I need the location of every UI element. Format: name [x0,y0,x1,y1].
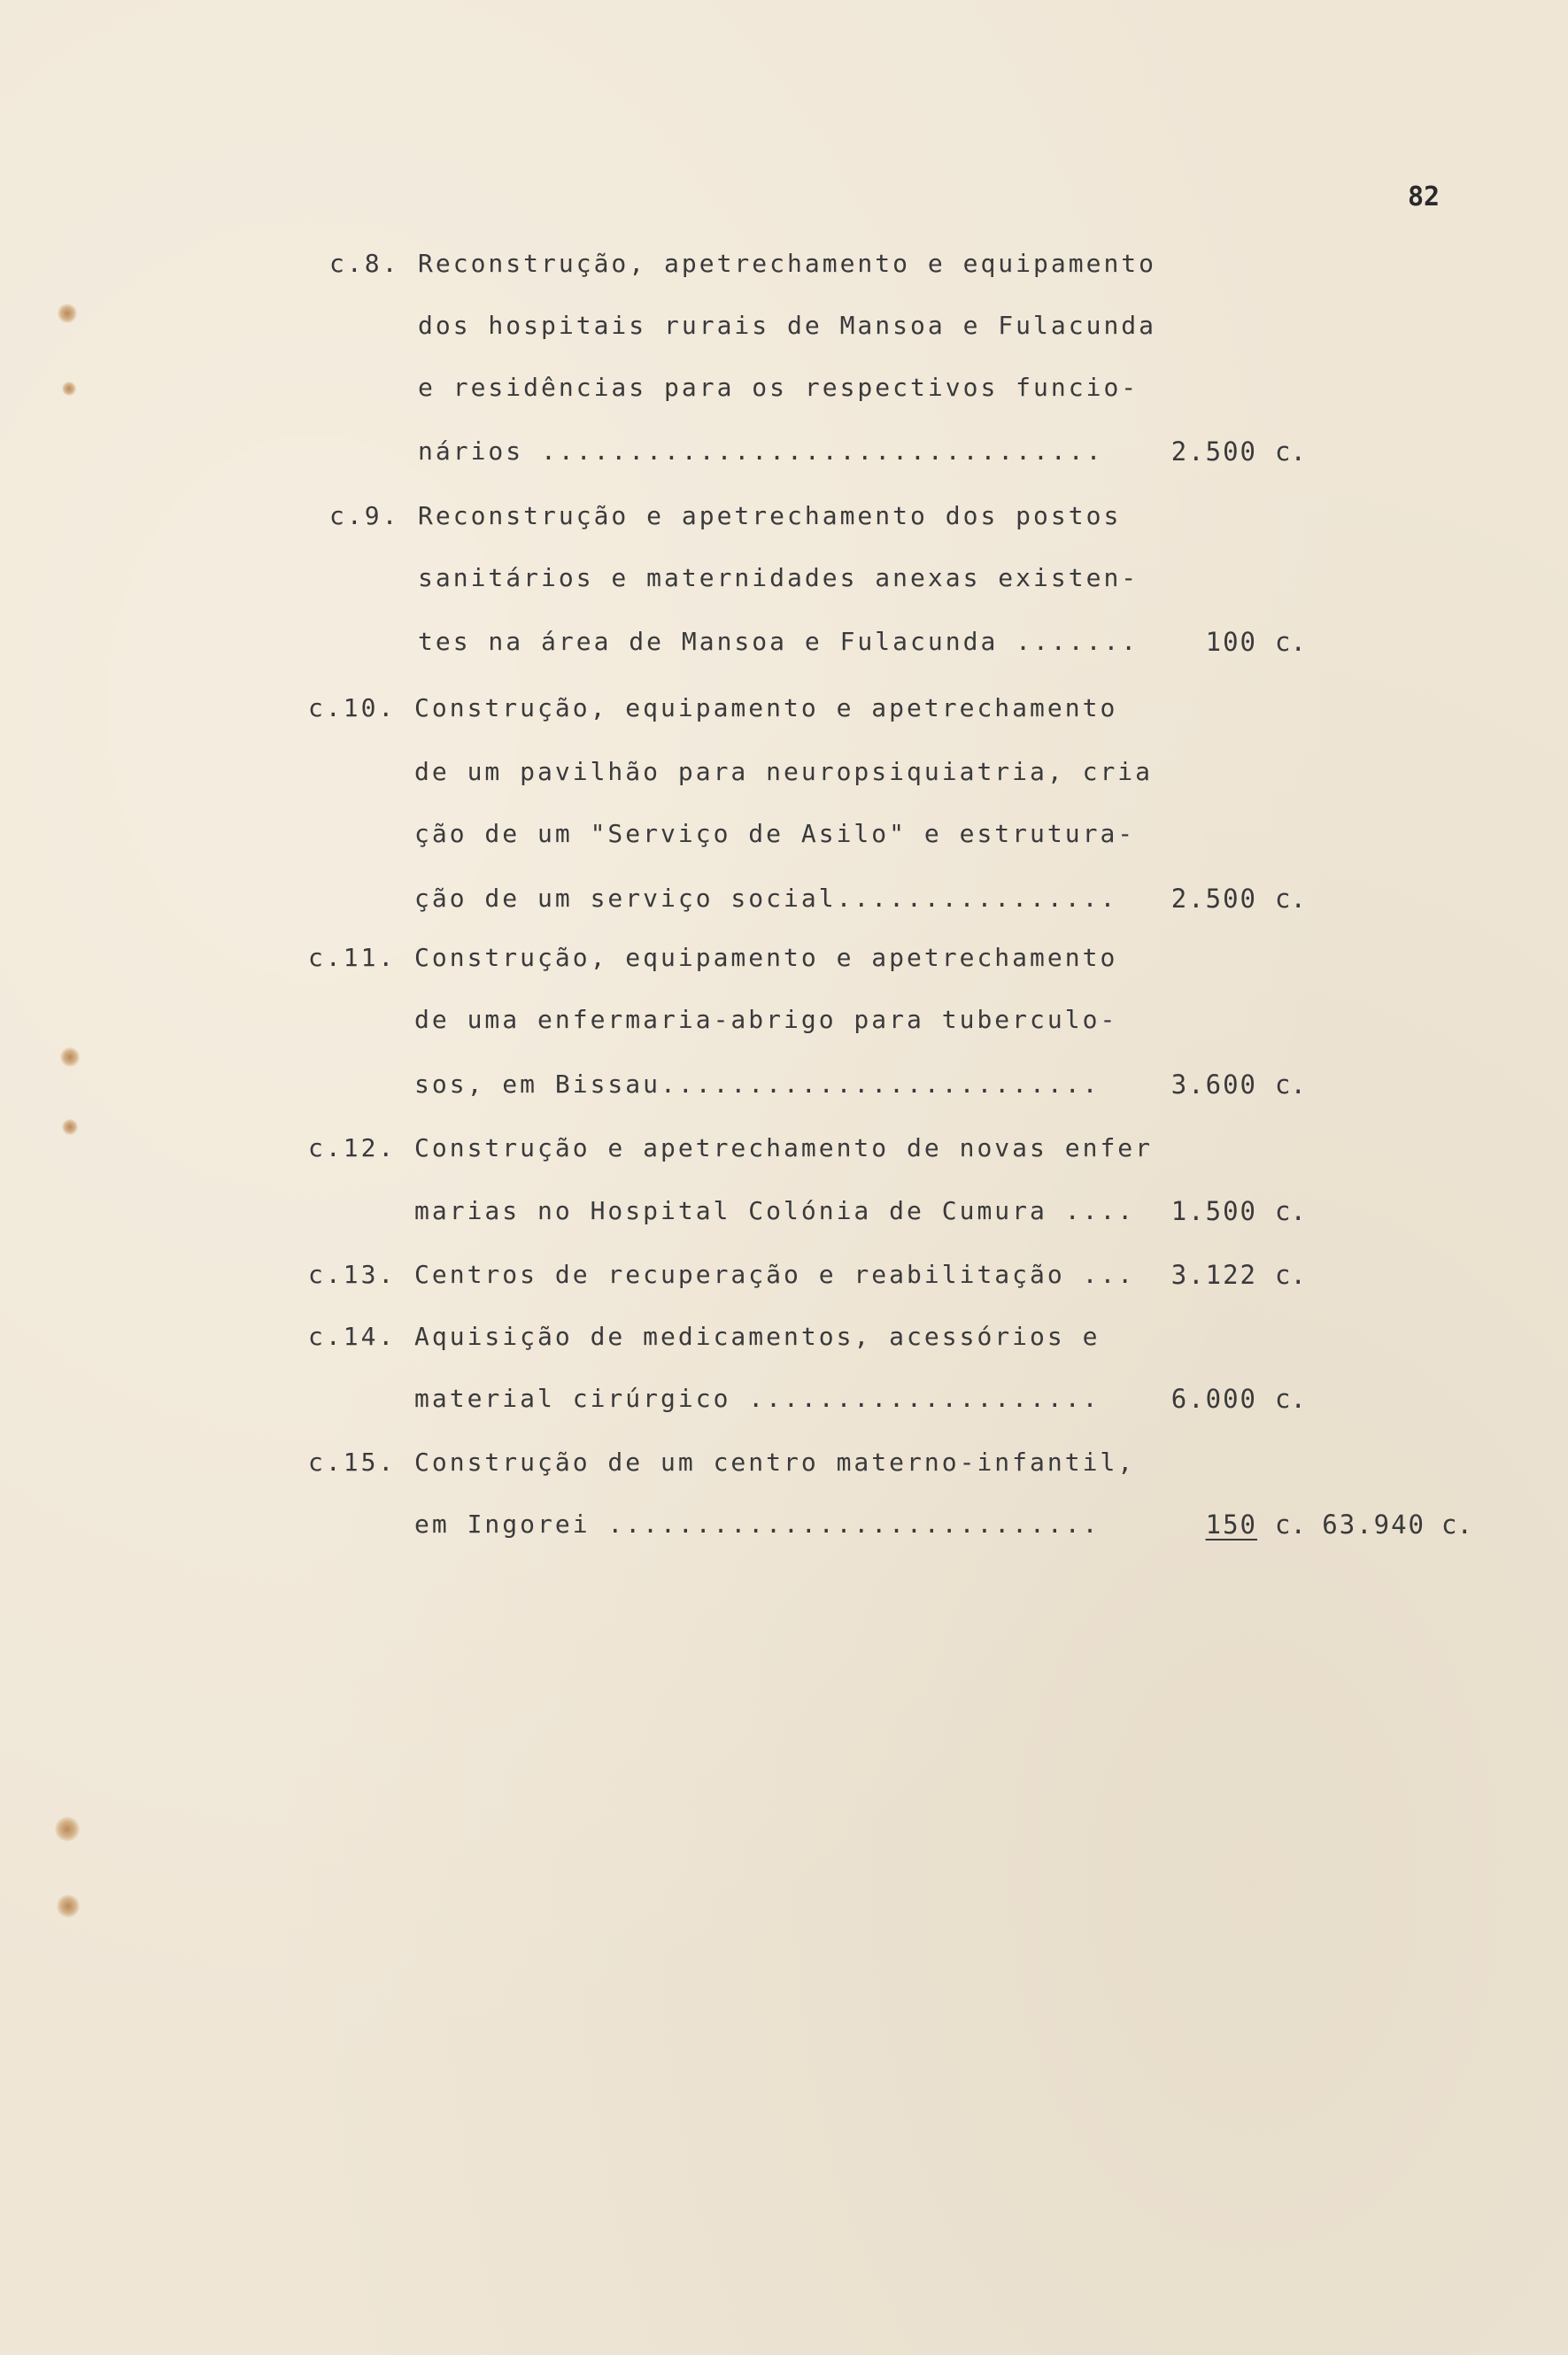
item-text-line: em Ingorei ............................ [414,1510,1101,1539]
item-amount: 1.500 [1170,1196,1257,1226]
item-text-line: de um pavilhão para neuropsiquiatria, cria [414,757,1154,786]
item-text-line: Aquisição de medicamentos, acessórios e [414,1322,1101,1351]
item-text-line: material cirúrgico .................... [414,1384,1101,1413]
item-text-line: Reconstrução e apetrechamento dos postos [418,501,1122,530]
item-text-line: de uma enfermaria-abrigo para tuberculo- [414,1005,1118,1034]
item-unit: c. [1275,436,1306,467]
binder-hole-5 [55,1817,80,1842]
page-number: 82 [1408,181,1441,212]
item-amount: 2.500 [1170,436,1257,467]
item-text-line: nários ................................ [418,436,1104,466]
binder-hole-3 [60,1047,80,1067]
item-text-line: e residências para os respectivos funcio- [418,373,1139,402]
item-unit: c. [1275,1260,1306,1290]
item-number: c.14. [308,1322,397,1351]
item-amount: 2.500 [1170,884,1257,914]
item-text-line: Construção de um centro materno-infantil, [414,1448,1136,1477]
item-text-line: Construção, equipamento e apetrechamento [414,693,1118,722]
item-unit: c. [1275,627,1306,657]
total-amount: 63.940 [1322,1510,1425,1540]
item-text-line: Construção e apetrechamento de novas enfer [414,1133,1154,1162]
item-unit: c. [1275,884,1306,914]
binder-hole-6 [57,1895,80,1918]
item-amount: 3.122 [1170,1260,1257,1290]
item-amount: 3.600 [1170,1069,1257,1100]
item-text-line: ção de um "Serviço de Asilo" e estrutura- [414,819,1136,848]
item-text-line: sos, em Bissau......................... [414,1069,1101,1099]
item-text-line: dos hospitais rurais de Mansoa e Fulacunda [418,311,1157,340]
item-number: c.9. [329,501,400,530]
item-number: c.13. [308,1260,397,1289]
item-amount: 150 [1205,1510,1257,1540]
item-text-line: Centros de recuperação e reabilitação ... [414,1260,1136,1289]
item-number: c.15. [308,1448,397,1477]
item-amount: 100 [1205,627,1257,657]
item-text-line: Reconstrução, apetrechamento e equipamento [418,249,1157,278]
item-text-line: tes na área de Mansoa e Fulacunda ....... [418,627,1139,656]
total-unit: c. [1441,1510,1472,1540]
item-unit: c. [1275,1069,1306,1100]
item-number: c.10. [308,693,397,722]
binder-hole-2 [62,382,76,396]
item-number: c.11. [308,943,397,972]
item-text-line: marias no Hospital Colónia de Cumura .... [414,1196,1136,1225]
binder-hole-4 [62,1119,78,1135]
item-unit: c. [1275,1384,1306,1414]
item-number: c.12. [308,1133,397,1162]
item-number: c.8. [329,249,400,278]
item-unit: c. [1275,1510,1306,1540]
item-text-line: Construção, equipamento e apetrechamento [414,943,1118,972]
item-text-line: sanitários e maternidades anexas existen- [418,563,1139,592]
item-unit: c. [1275,1196,1306,1226]
binder-hole-1 [58,304,77,323]
item-amount: 6.000 [1170,1384,1257,1414]
item-text-line: ção de um serviço social................ [414,884,1118,913]
